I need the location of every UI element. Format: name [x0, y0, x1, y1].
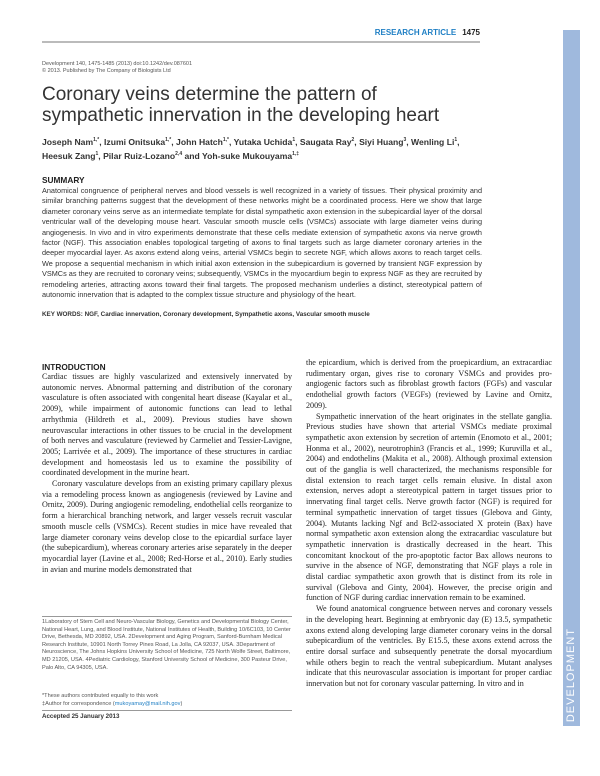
author-name: Izumi Onitsuka [104, 136, 166, 147]
author-affiliation: 1,* [165, 137, 172, 143]
author-affiliation: 3 [403, 137, 407, 143]
section-label: RESEARCH ARTICLE [374, 28, 457, 37]
author-affiliation: 2 [351, 137, 355, 143]
author-affiliation: 1,* [93, 137, 100, 143]
journal-sidebar [563, 30, 580, 726]
paragraph: Coronary vasculature develops from an existing primary capillary plexus via a remodeling process known as angiogenesis (reviewed by Lavine and Ornitz, 2009). During angiogenic remodeling, endothelial cells reorganize to form a hierarchical branching network, and larger vessels recruit vascular smooth muscle cells (VSMCs). Recent studies in mice have revealed that large diameter coronary veins develop close to the epicardial surface layer (the subepicardium), whereas coronary arteries arise separately in the deeper myocardial layer (Lavine et al., 2008; Red-Horse et al., 2010). Early studies in avian and murine models demonstrated that [42, 479, 292, 574]
author-name: Saugata Ray [299, 136, 352, 147]
accepted-rule [42, 710, 292, 711]
correspondence-email-link[interactable]: mukoyamay@mail.nih.gov [114, 700, 181, 707]
journal-sidebar-label: DEVELOPMENT [565, 627, 577, 722]
author-name: John Hatch [176, 136, 223, 147]
article-title: Coronary veins determine the pattern of sympathetic innervation in the developing heart [42, 84, 440, 126]
author-name: Wenling Li [411, 136, 455, 147]
copyright: © 2013. Published by The Company of Biologists Ltd [42, 68, 171, 74]
correspondence-label: ‡Author for correspondence ( [42, 700, 115, 707]
summary-heading: SUMMARY [42, 175, 85, 185]
author-list: Joseph Nam$^{1,*}$, Izumi Onitsuka$^{1,*}$, John Hatch$^{1,*}$, Yutaka Uchida$^1$, Saugata Ray$^2$, Siyi Huang$^3$, Wenling Li$^1$, Heesuk Zang$^1$, Pilar Ruiz-Lozano$^{2,4}$ and Yoh-suke Mukouyama$^{1,\ddagger}$ [42, 136, 460, 161]
author-affiliation: 1,‡ [292, 150, 300, 157]
accepted-date: Accepted 25 January 2013 [42, 713, 120, 720]
affiliations: 1Laboratory of Stem Cell and Neuro-Vascular Biology, Genetics and Developmental Biology Center, National Heart, Lung, and Blood Institute, National Institutes of Health, Building 10/6C103, 10 Center Drive, Bethesda, MD 20892, USA. 2Development and Aging Program, Sanford-Burnham Medical Research Institute, 10901 North Torrey Pines Road, La Jolla, CA 92037, USA. 3Department of Neuroscience, The Johns Hopkins University School of Medicine, 725 North Wolfe Street, Baltimore, MD 21205, USA. 4Pediatric Cardiology, Stanford University School of Medicine, 300 Pasteur Drive, Palo Alto, CA 94305, USA. [42, 619, 291, 671]
author-name: Pilar Ruiz-Lozano [103, 150, 176, 161]
header-rule [42, 41, 480, 43]
page-number: 1475 [462, 28, 480, 37]
correspondence-note [42, 701, 292, 709]
summary-text: Anatomical congruence of peripheral nerves and blood vessels is well recognized in a variety of tissues. Their physical proximity and similar branching patterns suggest that the development of these networks might be a coordinated process. Here we show that large diameter coronary veins serve as an intermediate template for distal sympathetic axon extension in the subepicardial layer of the dorsal ventricular wall of the developing mouse heart. Vascular smooth muscle cells (VSMCs) associate with large diameter veins during angiogenesis. In vivo and in vitro experiments demonstrate that these cells mediate extension of sympathetic axons via nerve growth factor (NGF). This association enables topological targeting of axons to final targets such as large diameter coronary arteries in the deeper myocardial layer. As axons extend along veins, arterial VSMCs begin to secrete NGF, which allows axons to reach target cells. We propose a sequential mechanism in which initial axon extension in the subepicardium is governed by transient NGF expression by VSMCs as they are recruited to coronary veins; subsequently, VSMCs in the myocardium begin to express NGF as they are recruited by remodeling arteries, attracting axons toward their final targets. The proposed mechanism underlies a distinct, stereotypical pattern of autonomic innervation that is adapted to the complex tissue structure and physiology of the heart. [42, 186, 482, 300]
article-meta [42, 61, 192, 75]
citation: Development 140, 1475-1485 (2013) doi:10.1242/dev.087601 [42, 61, 193, 67]
author-affiliation: 1 [292, 137, 296, 143]
author-affiliation: 1,* [222, 137, 229, 143]
footnote-rule [42, 616, 292, 617]
paragraph: Cardiac tissues are highly vascularized and extensively innervated by autonomic nerves. Abnormal patterning and distribution of the coronary vasculature is often associated with congenital heart disease (Kayalar et al., 2009), while impairment of autonomic functions can lead to lethal arrhythmia (Hildreth et al., 2009). Previous studies have shown neurovascular interactions in other tissues to be crucial in the development of both nerves and vasculature (reviewed by Carmeliet and Tessier-Lavigne, 2005; Larrivée et al., 2009). The importance of these structures in cardiac development and homeostasis led us to examine the possibility of coordinated development in the murine heart. [42, 372, 292, 478]
author-affiliation: 1 [95, 150, 99, 157]
author-name: Yoh-suke Mukouyama [202, 150, 293, 161]
author-affiliation: 1 [454, 137, 458, 143]
author-name: Heesuk Zang [42, 150, 96, 161]
paragraph: the epicardium, which is derived from the proepicardium, an extracardiac rudimentary organ, gives rise to coronary VSMCs and provides pro-angiogenic factors such as fibroblast growth factors (FGFs) and vascular endothelial growth factors (VEGFs) (reviewed by Lavine and Ornitz, 2009). [306, 358, 552, 410]
right-column [306, 358, 552, 690]
equal-contribution-note: *These authors contributed equally to this work [42, 693, 159, 699]
paragraph: We found anatomical congruence between nerves and coronary vessels in the developing heart. Beginning at embryonic day (E) 13.5, sympathetic axons extend along developing large diameter coronary veins in the dorsal subepicardium of the ventricles. By E15.5, these axons extend across the entire dorsal surface and subsequently penetrate the dorsal myocardium while others begin to reach the ventral subepicardium. Mutant analyses indicate that this neurovascular association is important for proper cardiac innervation but not for coronary vascular patterning. In vitro and in [306, 604, 552, 689]
running-header [42, 28, 480, 37]
author-name: Siyi Huang [359, 136, 404, 147]
left-column [42, 372, 292, 575]
author-affiliation: 2,4 [175, 150, 183, 157]
author-name: Yutaka Uchida [233, 136, 293, 147]
introduction-heading: INTRODUCTION [42, 362, 106, 372]
author-name: Joseph Nam [42, 136, 94, 147]
keywords: KEY WORDS: NGF, Cardiac innervation, Coronary development, Sympathetic axons, Vascular smooth muscle [42, 311, 370, 318]
correspondence-end: ) [180, 700, 183, 707]
paragraph: Sympathetic innervation of the heart originates in the stellate ganglia. Previous studies have shown that arterial VSMCs mediate proximal sympathetic axon extension by secretion of artemin (Enomoto et al., 2001; Honma et al., 2002), neurotrophin3 (Francis et al., 1999; Kuruvilla et al., 2004) and endothelins (Makita et al., 2008). Although proximal extension out of the ganglia is well characterized, the mechanisms responsible for distal extension to reach target cells remain elusive. In distal axon extension, nerves adopt a stereotypical pattern in target tissues prior to innervating final target cells. Nerve growth factor (NGF) is required for terminal sympathetic innervation of target tissues (Glebova and Ginty, 2004). Mutants lacking Ngf and Bcl2-associated X protein (Bax) have normal sympathetic axon extension along the extracardiac vasculature but sympathetic innervation is drastically decreased in the heart. This concomitant knockout of the pro-apoptotic factor Bax allows neurons to survive in the absence of NGF, demonstrating that NGF plays a role in distal cardiac sympathetic axon growth that is distinct from its role in survival (Glebova and Ginty, 2004). However, the precise origin and function of NGF during cardiac innervation remain to be examined. [306, 411, 552, 603]
author-notes [42, 693, 292, 708]
